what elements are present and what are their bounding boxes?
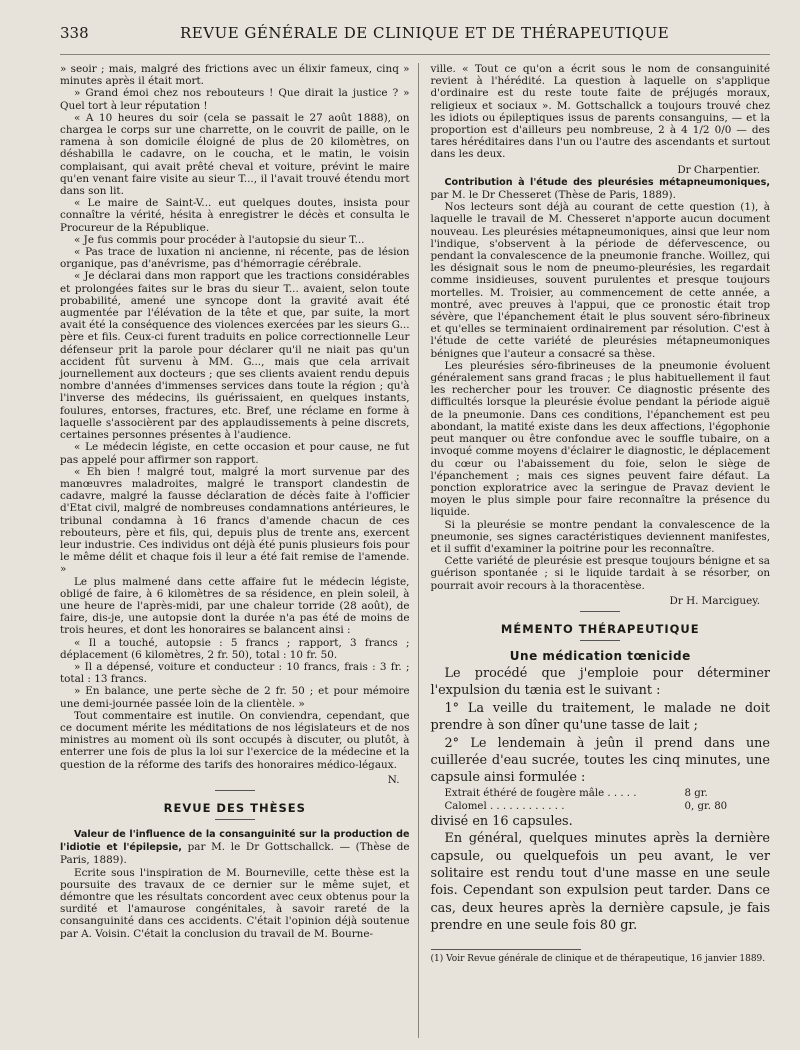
ingredient: Calomel . . . . . . . . . . . . (444, 800, 565, 812)
paragraph: » seoir ; mais, malgré des frictions avec un élixir fameux, cinq » minutes après il était mort. (60, 63, 410, 88)
paragraph: ville. « Tout ce qu'on a écrit sous le nom de consanguinité revient à l'hérédité. La question à laquelle on s'applique d'ordinaire est du reste toute faite de préjugés moraux, religieux et sociaux ». M. Gottschallck a toujours trouvé chez les idiots ou épileptiques issus de parents consanguins, — et la proportion est d'ailleurs peu nombreuse, 2 à 4 1/2 0/0 — des tares héréditaires dans l'un ou l'autre des ascendants et surtout dans les deux. (430, 63, 771, 161)
ingredient: Extrait éthéré de fougère mâle . . . . . (444, 787, 637, 799)
paragraph: « Le médecin légiste, en cette occasion et pour cause, ne fut pas appelé pour affirmer son rapport. (60, 441, 410, 466)
memento-body-continued (431, 813, 771, 935)
article-title: Valeur de l'influence de la consanguinité sur la production de l'idiotie et l'épilepsie, (60, 828, 410, 854)
footnote-text: (1) Voir Revue générale de clinique et de thérapeutique, 16 janvier 1889. (430, 953, 766, 964)
paragraph: « Je fus commis pour procéder à l'autopsie du sieur T... (74, 233, 365, 246)
paragraph: Le plus malmené dans cette affaire fut le médecin légiste, obligé de faire, à 6 kilomètres de sa résidence, en plein soleil, à une heure de l'après-midi, par une chaleur torride (28 août), de faire, dis-je, une autopsie dont la durée n'a pas été de moins de trois heures, et dont les honoraires se balancent ainsi : (60, 575, 410, 637)
paragraph: En général, quelques minutes après la dernière capsule, ou quelquefois un peu avant, le ver solitaire est rendu tout d'une masse en une seule fois. Cependant son expulsion peut tarder. Dans ce cas, deux heures après la dernière capsule, je fais prendre en une seule fois 80 gr. (430, 831, 771, 934)
left-column (60, 63, 418, 1038)
section-title-memento: MÉMENTO THÉRAPEUTIQUE (500, 621, 700, 636)
divider (215, 819, 255, 820)
signature: Dr Charpentier. (677, 163, 761, 176)
paragraph: « Je déclarai dans mon rapport que les tractions considérables et prolongées faites sur le bras du sieur T... avaient, selon toute probabilité, amené une syncope dont la gravité avait été augmentée par l'élévation de la tête et que, par suite, la mort avait été la conséquence des violences exercées par les sieurs G... père et fils. Ceux-ci furent traduits en police correctionnelle Leur défenseur prit la parole pour déclarer qu'il ne niait pas qu'un accident fût survenu à MM. G..., mais que cela arrivait journellement aux docteurs ; que ses clients avaient rendu depuis nombre d'années d'immenses services dans toute la région ; qu'à l'inverse des médecins, ils guérissaient, en quelques instants, foulures, entorses, fractures, etc. Bref, une réclame en forme à laquelle s'associèrent par des applaudissements à peine discrets, certaines personnes présentes à l'audience. (60, 270, 410, 442)
recipe-row (445, 800, 771, 813)
paragraph: « Eh bien ! malgré tout, malgré la mort survenue par des manœuvres maladroites, malgré le transport clandestin de cadavre, malgré la fausse déclaration de décès faite à l'officier d'Etat civil, malgré de nombreuses condamnations antérieures, le tribunal condamna à 16 francs d'amende chacun de ces rebouteurs, père et fils, qui, depuis plus de trente ans, exercent leur industrie. Ces individus ont déjà été punis plusieurs fois pour le même délit et chaque fois il leur a été fait remise de l'amende. » (60, 465, 410, 576)
article-byline: par M. le Dr Chesseret (Thèse de Paris, 1889). (430, 189, 676, 202)
paragraph: Nos lecteurs sont déjà au courant de cette question (1), à laquelle le travail de M. Chesseret n'apporte aucun document nouveau. Les pleurésies métapneumoniques, ainsi que leur nom l'indique, s'observent à la période de défervescence, ou pendant la convalescence de la pneumonie franche. Woillez, qui les désignait sous le nom de pneumo-pleurésies, les regardait comme insidieuses, souvent purulentes et presque toujours mortelles. M. Troisier, au commencement de cette année, a montré, avec preuves à l'appui, que ce pronostic était trop sévère, que l'épanchement était le plus souvent séro-fibrineux et qu'elles se terminaient ordinairement par résolution. C'est à l'étude de cette variété de pleurésies métapneumoniques bénignes que l'auteur a consacré sa thèse. (430, 201, 771, 360)
paragraph: divisé en 16 capsules. (430, 813, 573, 829)
divider (580, 640, 620, 641)
divider (580, 611, 620, 612)
running-title: REVUE GÉNÉRALE DE CLINIQUE ET DE THÉRAPEUTIQUE (180, 24, 670, 42)
signature: Dr H. Marciguey. (669, 594, 761, 607)
article-heading (431, 176, 771, 201)
paragraph: » Grand émoi chez nos rebouteurs ! Que dirait la justice ? » Quel tort à leur réputation ! (60, 87, 410, 112)
page-number: 338 (60, 24, 89, 42)
paragraph: Les pleurésies séro-fibrineuses de la pneumonie évoluent généralement sans grand fracas ; le plus habituellement il faut les rechercher pour les trouver. Ce diagnostic présente des difficultés lorsque la pleurésie évolue pendant la période aiguë de la pneumonie. Dans ces conditions, l'épanchement est peu abondant, la matité existe dans les deux affections, l'égophonie peut manquer ou être confondue avec le souffle tubaire, on a invoqué comme moyens d'éclairer le diagnostic, le déplacement du cœur ou l'abaissement du foie, selon le siège de l'épanchement ; mais ces signes peuvent faire défaut. La ponction exploratrice avec la seringue de Pravaz devient le moyen le plus simple pour faire reconnaître la présence du liquide. (430, 359, 771, 519)
paragraph: « A 10 heures du soir (cela se passait le 27 août 1888), on chargea le corps sur une charrette, on le couvrit de paille, on le ramena à son domicile éloigné de plus de 20 kilomètres, on déshabilla le cadavre, on le coucha, et le matin, le voisin complaisant, qui avait prêté cheval et voiture, prévint le maire qu'en venant faire visite au sieur T..., il l'avait trouvé étendu mort dans son lit. (60, 111, 410, 198)
paragraph: Si la pleurésie se montre pendant la convalescence de la pneumonie, ses signes caractéristiques deviennent manifestes, et il suffit d'examiner la poitrine pour les reconnaître. (430, 518, 771, 555)
paragraph: Tout commentaire est inutile. On conviendra, cependant, que ce document mérite les méditations de nos législateurs et de nos ministres au moment où ils sont occupés à discuter, ou plutôt, à enterrer une fois de plus la loi sur l'exercice de la médecine et la question de la réforme des tarifs des honoraires médico-légaux. (60, 709, 410, 771)
paragraph: » En balance, une perte sèche de 2 fr. 50 ; et pour mémoire une demi-journée passée loin de la clientèle. » (60, 685, 410, 710)
paragraph: « Pas trace de luxation ni ancienne, ni récente, pas de lésion organique, pas d'anévrisme, pas d'hémorragie cérébrale. (60, 246, 410, 271)
paragraph: 2° Le lendemain à jeûn il prend dans une cuillerée d'eau sucrée, toutes les cinq minutes, une capsule ainsi formulée : (430, 735, 771, 786)
columns (60, 63, 770, 1038)
footnote-rule (431, 949, 581, 950)
page-header (60, 24, 770, 55)
section-title-theses: REVUE DES THÈSES (163, 800, 306, 815)
paragraph: Cette variété de pleurésie est presque toujours bénigne et sa guérison spontanée ; si le liquide tardait à se résorber, on pourrait avoir recours à la thoracentèse. (430, 555, 771, 592)
paragraph: Ecrite sous l'inspiration de M. Bourneville, cette thèse est la poursuite des travaux de ce dernier sur le même sujet, et démontre que les résultats concordent avec ceux obtenus pour la surdité et l'amaurose congénitales, à savoir rareté de la consanguinité dans ces accidents. C'était l'opinion déjà soutenue par A. Voisin. C'était la conclusion du travail de M. Bourne- (60, 866, 410, 940)
article-title: Contribution à l'étude des pleurésies métapneumoniques, (444, 176, 771, 188)
quantity: 8 gr. (684, 787, 708, 799)
paragraph: 1° La veille du traitement, le malade ne doit prendre à son dîner qu'une tasse de lait ; (430, 700, 771, 734)
recipe-row (445, 787, 771, 800)
memento-body (431, 665, 771, 787)
paragraph: Le procédé que j'emploie pour déterminer l'expulsion du tænia est le suivant : (430, 665, 771, 699)
article-heading (60, 828, 410, 867)
divider (215, 790, 255, 791)
footnote (431, 954, 771, 965)
paragraph: » Il a dépensé, voiture et conducteur : 10 francs, frais : 3 fr. ; total : 13 francs. (60, 660, 410, 686)
article-byline: par M. le Dr Gottschallck. — (Thèse de Paris, 1889). (60, 841, 410, 867)
paragraph: « Le maire de Saint-V... eut quelques doutes, insista pour connaître la vérité, hésita à enregistrer le décès et consulta le Procureur de la République. (60, 197, 410, 234)
signature: N. (387, 773, 400, 786)
subsection-title: Une médication tœnicide (509, 648, 691, 663)
paragraph: « Il a touché, autopsie : 5 francs ; rapport, 3 francs ; déplacement (6 kilomètres, 2 fr. 50), total : 10 fr. 50. (60, 636, 410, 661)
quantity: 0, gr. 80 (684, 800, 728, 812)
right-column (419, 63, 771, 1038)
recipe (431, 787, 771, 813)
